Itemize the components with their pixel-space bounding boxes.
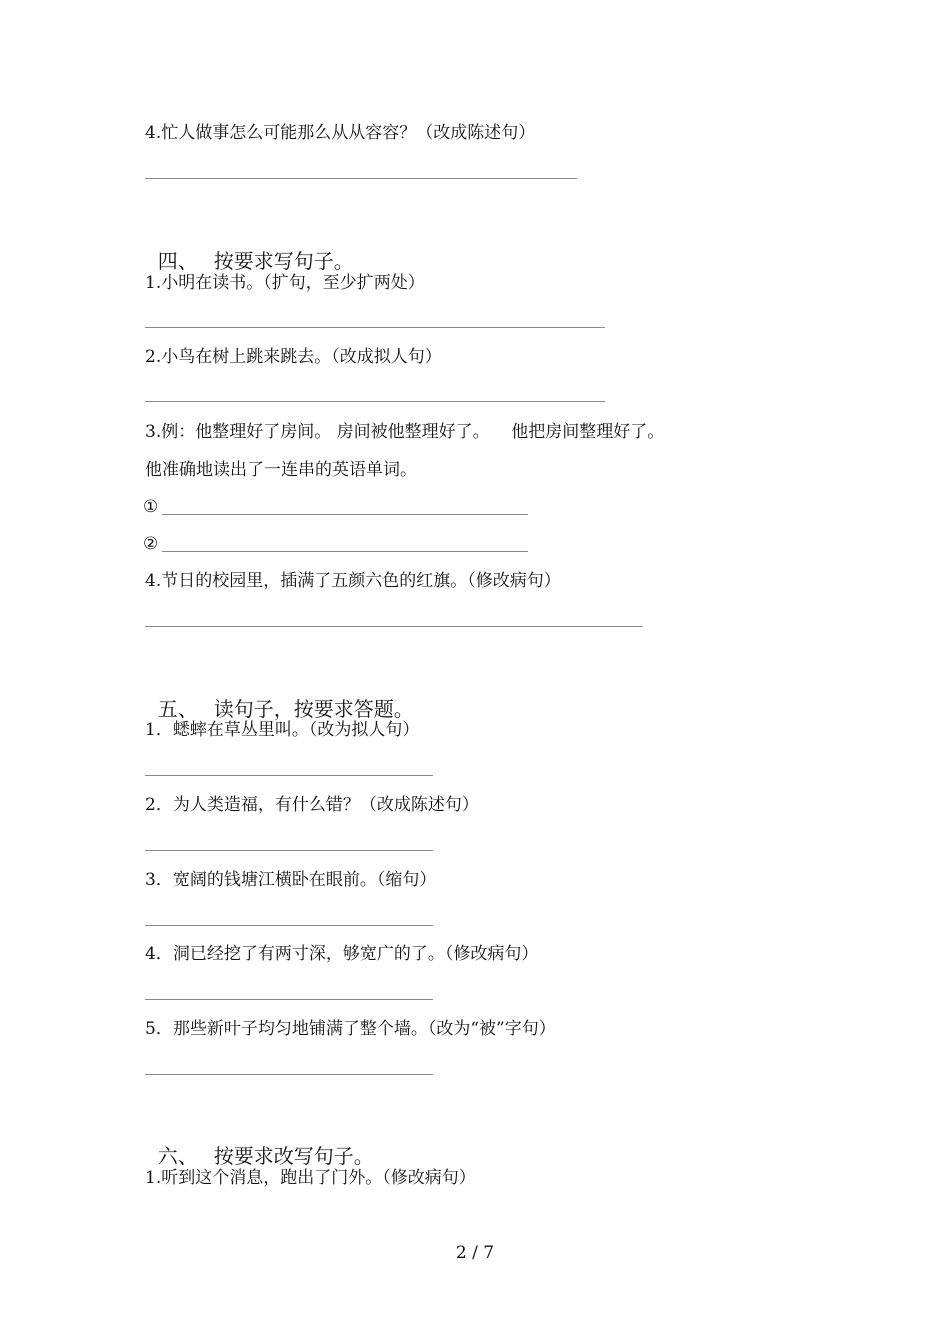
answer-line-5-1	[145, 775, 433, 776]
question-3-4: 4.忙人做事怎么可能那么从从容容？（改成陈述句）	[145, 123, 536, 143]
section-6-title: 按要求改写句子。	[213, 1144, 374, 1168]
answer-marker-2: ②	[143, 534, 159, 554]
section-4-heading	[145, 225, 354, 273]
section-4-number: 四、	[157, 249, 198, 273]
question-4-2: 2.小鸟在树上跳来跳去。（改成拟人句）	[145, 347, 442, 367]
answer-line-4-3-1	[162, 514, 528, 515]
section-5-title: 读句子，按要求答题。	[213, 697, 414, 721]
section-6-heading	[145, 1120, 374, 1168]
answer-line-4-1	[145, 327, 605, 328]
answer-line-3-4	[145, 178, 577, 179]
question-5-4: 4．洞已经挖了有两寸深，够宽广的了。（修改病句）	[145, 944, 539, 964]
question-4-1: 1.小明在读书。（扩句，至少扩两处）	[145, 273, 425, 293]
section-6-number: 六、	[157, 1144, 198, 1168]
question-4-3-example: 3.例：他整理好了房间。 房间被他整理好了。 他把房间整理好了。	[145, 422, 665, 442]
answer-line-4-4	[145, 626, 643, 627]
answer-line-5-2	[145, 850, 433, 851]
answer-marker-1: ①	[143, 497, 159, 517]
question-5-2: 2．为人类造福，有什么错？（改成陈述句）	[145, 795, 479, 815]
section-5-heading	[145, 673, 414, 721]
question-5-1: 1．蟋蟀在草丛里叫。（改为拟人句）	[145, 720, 420, 740]
question-4-3-sentence: 他准确地读出了一连串的英语单词。	[145, 460, 417, 480]
section-5-number: 五、	[157, 697, 198, 721]
question-6-1: 1.听到这个消息，跑出了门外。（修改病句）	[145, 1168, 476, 1188]
page-indicator: 2 / 7	[455, 1243, 495, 1263]
question-4-4: 4.节日的校园里，插满了五颜六色的红旗。（修改病句）	[145, 571, 561, 591]
answer-line-5-5	[145, 1074, 433, 1075]
answer-line-4-2	[145, 401, 605, 402]
question-5-3: 3．宽阔的钱塘江横卧在眼前。（缩句）	[145, 870, 437, 890]
answer-line-4-3-2	[162, 551, 528, 552]
answer-line-5-4	[145, 999, 433, 1000]
question-5-5: 5．那些新叶子均匀地铺满了整个墙。（改为“被”字句）	[145, 1019, 556, 1039]
section-4-title: 按要求写句子。	[213, 249, 354, 273]
answer-line-5-3	[145, 925, 433, 926]
